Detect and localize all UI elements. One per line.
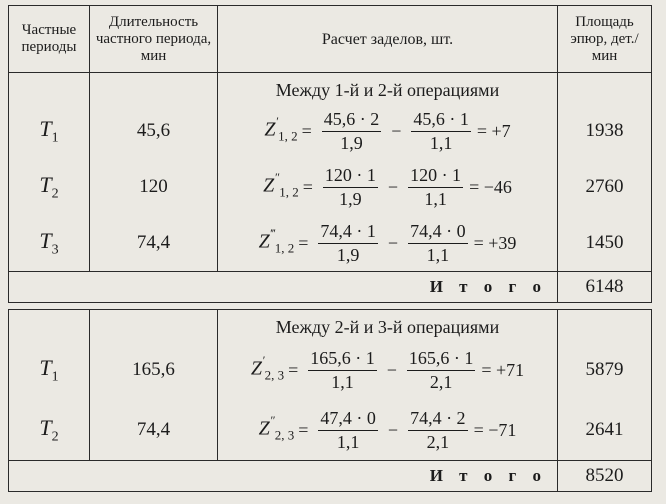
section-1-title-row <box>9 73 652 104</box>
formula-cell: $Z'_{2, 3}$ = $\frac{165,6 \cdot 1}{1,1}$ − $\frac{165,6 \cdot 1}{2,1}$ = +71 <box>218 340 558 400</box>
total-row <box>9 461 652 492</box>
period-cell: $T_3$ <box>9 215 90 272</box>
formula-cell: $Z'_{1, 2}$ = $\frac{45,6 \cdot 2}{1,9}$ − $\frac{45,6 \cdot 1}{1,1}$ = +7 <box>218 103 558 159</box>
total-value: 6148 <box>558 272 652 303</box>
duration-cell: 45,6 <box>90 103 218 159</box>
total-label: И т о г о <box>9 272 558 303</box>
area-cell: 1450 <box>558 215 652 272</box>
section-title: Между 1-й и 2-й операциями <box>218 73 558 104</box>
total-value: 8520 <box>558 461 652 492</box>
result-value: = −46 <box>469 176 512 197</box>
section-2-title-row <box>9 310 652 341</box>
period-cell: $T_1$ <box>9 340 90 400</box>
area-cell: 1938 <box>558 103 652 159</box>
duration-cell: 74,4 <box>90 400 218 461</box>
table-row <box>9 215 652 272</box>
header-row <box>9 6 652 73</box>
result-value: = −71 <box>473 419 517 440</box>
area-cell: 2760 <box>558 159 652 215</box>
duration-cell: 165,6 <box>90 340 218 400</box>
table-row <box>9 159 652 215</box>
period-cell: $T_1$ <box>9 103 90 159</box>
header-periods: Частные периоды <box>9 6 90 73</box>
table-row <box>9 400 652 461</box>
header-duration: Длительность частного периода, мин <box>90 6 218 73</box>
formula-cell: $Z''_{2, 3}$ = $\frac{47,4 \cdot 0}{1,1}$ − $\frac{74,4 \cdot 2}{2,1}$ = −71 <box>218 400 558 461</box>
area-cell: 5879 <box>558 340 652 400</box>
result-value: = +71 <box>481 359 525 380</box>
total-row <box>9 272 652 303</box>
result-value: = +39 <box>473 232 517 253</box>
formula-cell: $Z''_{1, 2}$ = $\frac{120 \cdot 1}{1,9}$ − $\frac{120 \cdot 1}{1,1}$ = −46 <box>218 159 558 215</box>
table-row <box>9 103 652 159</box>
total-label: И т о г о <box>9 461 558 492</box>
area-cell: 2641 <box>558 400 652 461</box>
table-row <box>9 340 652 400</box>
reserves-table <box>8 5 652 492</box>
duration-cell: 74,4 <box>90 215 218 272</box>
formula-cell: $Z^‴_{1, 2}$ = $\frac{74,4 \cdot 1}{1,9}$ − $\frac{74,4 \cdot 0}{1,1}$ = +39 <box>218 215 558 272</box>
result-value: = +7 <box>476 120 511 141</box>
section-title: Между 2-й и 3-й операциями <box>218 310 558 341</box>
period-cell: $T_2$ <box>9 400 90 461</box>
header-calculation: Расчет заделов, шт. <box>218 6 558 73</box>
header-area: Площадь эпюр, дет./мин <box>558 6 652 73</box>
period-cell: $T_2$ <box>9 159 90 215</box>
duration-cell: 120 <box>90 159 218 215</box>
